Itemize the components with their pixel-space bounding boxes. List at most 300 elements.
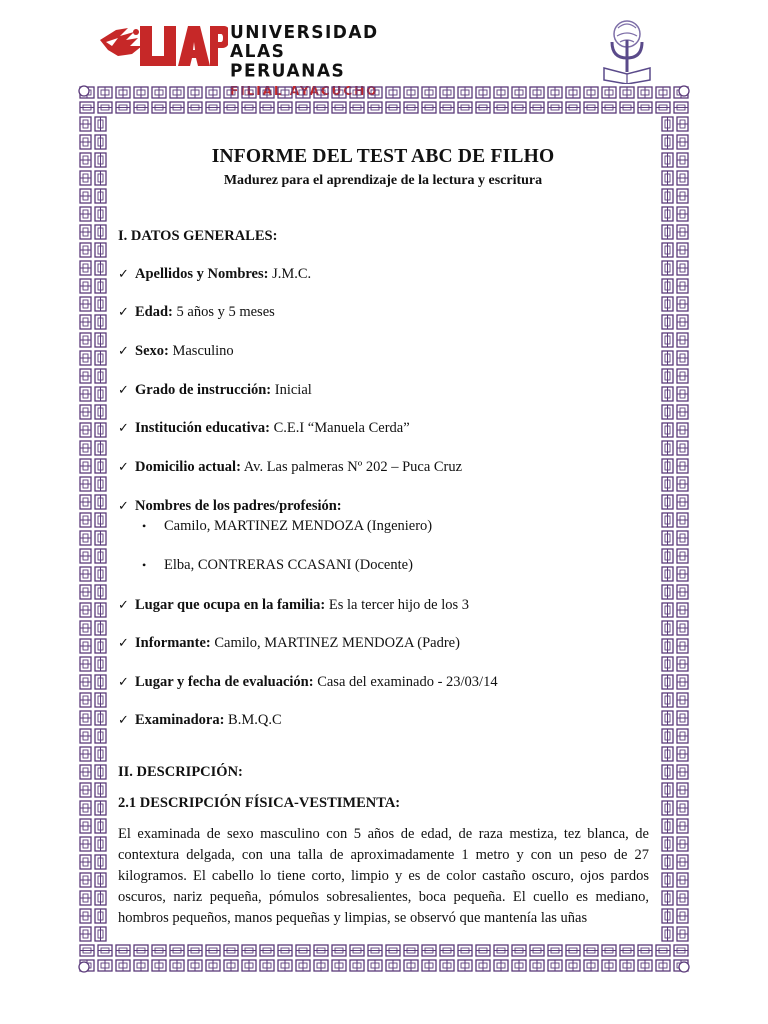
- border-link: [350, 945, 364, 956]
- border-link: [386, 945, 400, 956]
- border-link: [152, 102, 166, 113]
- border-link: [314, 960, 328, 971]
- border-link: [662, 657, 673, 671]
- border-link: [170, 102, 184, 113]
- field-label: Grado de instrucción:: [135, 382, 272, 398]
- border-link: [152, 960, 166, 971]
- field-label: Edad:: [135, 304, 173, 320]
- border-link: [662, 891, 673, 905]
- border-link: [80, 297, 91, 311]
- border-link: [662, 513, 673, 527]
- border-link: [95, 909, 106, 923]
- border-link: [116, 945, 130, 956]
- border-link: [422, 945, 436, 956]
- border-link: [95, 207, 106, 221]
- border-link: [206, 102, 220, 113]
- border-link: [80, 909, 91, 923]
- border-link: [80, 333, 91, 347]
- border-link: [206, 960, 220, 971]
- border-link: [260, 960, 274, 971]
- border-link: [80, 729, 91, 743]
- border-link: [80, 585, 91, 599]
- border-link: [80, 693, 91, 707]
- border-link: [98, 960, 112, 971]
- border-link: [296, 87, 310, 98]
- check-icon: ✓: [118, 421, 129, 436]
- border-link: [677, 639, 688, 653]
- border-link: [80, 423, 91, 437]
- border-corner: [679, 86, 689, 96]
- border-link: [95, 873, 106, 887]
- border-link: [662, 477, 673, 491]
- border-link: [95, 495, 106, 509]
- field-evaluation-place-date: [118, 674, 498, 691]
- border-link: [677, 837, 688, 851]
- border-link: [677, 477, 688, 491]
- border-link: [512, 945, 526, 956]
- border-link: [188, 945, 202, 956]
- border-link: [188, 87, 202, 98]
- border-link: [662, 747, 673, 761]
- border-link: [350, 960, 364, 971]
- border-link: [677, 657, 688, 671]
- border-link: [584, 960, 598, 971]
- border-link: [332, 945, 346, 956]
- border-link: [662, 873, 673, 887]
- border-link: [80, 171, 91, 185]
- border-link: [677, 369, 688, 383]
- border-corner: [79, 962, 89, 972]
- border-link: [677, 243, 688, 257]
- report-subtitle: Madurez para el aprendizaje de la lectura y escritura: [223, 173, 543, 188]
- border-link: [584, 102, 598, 113]
- border-link: [95, 639, 106, 653]
- field-label: Informante:: [135, 635, 211, 651]
- border-link: [80, 117, 91, 131]
- border-link: [80, 765, 91, 779]
- border-link: [677, 495, 688, 509]
- border-link: [677, 459, 688, 473]
- field-label: Nombres de los padres/profesión:: [135, 498, 342, 514]
- check-icon: ✓: [118, 305, 129, 320]
- border-link: [662, 675, 673, 689]
- eagle-uap-logo-icon: [98, 20, 228, 76]
- border-link: [677, 423, 688, 437]
- parent-text: Elba, CONTRERAS CCASANI (Docente): [164, 557, 413, 573]
- border-link: [656, 87, 670, 98]
- border-link: [662, 459, 673, 473]
- border-link: [512, 960, 526, 971]
- border-link: [458, 960, 472, 971]
- border-link: [662, 549, 673, 563]
- field-value: Masculino: [168, 343, 234, 359]
- border-link: [224, 960, 238, 971]
- border-link: [662, 495, 673, 509]
- border-link: [95, 657, 106, 671]
- border-link: [224, 102, 238, 113]
- border-link: [80, 783, 91, 797]
- field-value: Av. Las palmeras Nº 202 – Puca Cruz: [240, 459, 463, 475]
- border-link: [80, 873, 91, 887]
- border-link: [662, 225, 673, 239]
- border-link: [620, 945, 634, 956]
- border-link: [677, 765, 688, 779]
- field-parents: [118, 498, 342, 515]
- border-link: [95, 405, 106, 419]
- border-link: [677, 621, 688, 635]
- border-link: [80, 927, 91, 941]
- border-link: [677, 873, 688, 887]
- border-link: [494, 102, 508, 113]
- border-link: [332, 960, 346, 971]
- border-link: [80, 243, 91, 257]
- border-link: [95, 747, 106, 761]
- border-link: [95, 585, 106, 599]
- bullet-icon: •: [142, 519, 147, 533]
- field-label: Examinadora:: [135, 712, 225, 728]
- border-link: [476, 87, 490, 98]
- border-link: [548, 102, 562, 113]
- check-icon: ✓: [118, 383, 129, 398]
- border-link: [677, 747, 688, 761]
- border-link: [440, 945, 454, 956]
- border-link: [677, 693, 688, 707]
- border-link: [152, 945, 166, 956]
- border-link: [314, 945, 328, 956]
- border-link: [95, 783, 106, 797]
- border-link: [620, 960, 634, 971]
- border-link: [662, 135, 673, 149]
- border-link: [620, 102, 634, 113]
- border-link: [95, 531, 106, 545]
- border-link: [260, 102, 274, 113]
- border-link: [662, 927, 673, 941]
- border-link: [80, 801, 91, 815]
- border-link: [677, 297, 688, 311]
- border-link: [404, 945, 418, 956]
- border-link: [95, 819, 106, 833]
- border-link: [662, 801, 673, 815]
- border-link: [95, 513, 106, 527]
- field-institution: [118, 420, 410, 437]
- border-link: [80, 153, 91, 167]
- border-link: [95, 567, 106, 581]
- border-link: [674, 945, 688, 956]
- border-link: [170, 960, 184, 971]
- psi-symbol-logo-icon: [598, 14, 656, 84]
- border-link: [95, 117, 106, 131]
- border-link: [386, 102, 400, 113]
- check-icon: ✓: [118, 675, 129, 690]
- border-link: [638, 960, 652, 971]
- border-link: [80, 405, 91, 419]
- border-link: [95, 711, 106, 725]
- border-link: [368, 960, 382, 971]
- field-value: Casa del examinado - 23/03/14: [313, 674, 498, 690]
- border-link: [116, 960, 130, 971]
- field-value: B.M.Q.C: [224, 712, 282, 728]
- border-link: [95, 369, 106, 383]
- border-link: [95, 891, 106, 905]
- border-link: [530, 945, 544, 956]
- border-link: [80, 135, 91, 149]
- field-value: Inicial: [271, 382, 312, 398]
- border-link: [662, 765, 673, 779]
- border-link: [404, 960, 418, 971]
- border-link: [662, 423, 673, 437]
- border-link: [350, 87, 364, 98]
- border-link: [566, 945, 580, 956]
- field-value: J.M.C.: [268, 266, 312, 282]
- border-link: [242, 960, 256, 971]
- border-link: [278, 945, 292, 956]
- border-link: [95, 387, 106, 401]
- border-link: [188, 960, 202, 971]
- parent-item: [142, 557, 413, 574]
- border-link: [80, 279, 91, 293]
- border-link: [548, 87, 562, 98]
- border-link: [584, 945, 598, 956]
- field-label: Domicilio actual:: [135, 459, 241, 475]
- border-link: [677, 567, 688, 581]
- border-link: [80, 225, 91, 239]
- border-link: [296, 945, 310, 956]
- border-link: [80, 207, 91, 221]
- section-general-data: I. DATOS GENERALES:: [118, 228, 278, 244]
- border-link: [422, 960, 436, 971]
- border-link: [80, 261, 91, 275]
- border-link: [80, 513, 91, 527]
- border-link: [677, 387, 688, 401]
- border-link: [386, 960, 400, 971]
- border-link: [95, 477, 106, 491]
- border-link: [95, 855, 106, 869]
- border-link: [662, 711, 673, 725]
- border-link: [80, 441, 91, 455]
- field-label: Apellidos y Nombres:: [135, 266, 269, 282]
- border-link: [95, 603, 106, 617]
- border-link: [638, 87, 652, 98]
- border-link: [677, 783, 688, 797]
- border-link: [80, 819, 91, 833]
- border-link: [95, 675, 106, 689]
- field-value: C.E.I “Manuela Cerda”: [269, 420, 410, 436]
- border-link: [662, 621, 673, 635]
- border-link: [80, 891, 91, 905]
- border-link: [368, 102, 382, 113]
- border-link: [95, 261, 106, 275]
- border-link: [95, 243, 106, 257]
- border-link: [170, 945, 184, 956]
- border-link: [422, 87, 436, 98]
- border-link: [422, 102, 436, 113]
- border-link: [677, 189, 688, 203]
- border-link: [98, 945, 112, 956]
- border-link: [80, 315, 91, 329]
- border-link: [80, 837, 91, 851]
- field-sex: [118, 343, 234, 360]
- border-link: [494, 960, 508, 971]
- field-address: [118, 459, 462, 476]
- border-link: [662, 387, 673, 401]
- border-link: [566, 960, 580, 971]
- border-link: [170, 87, 184, 98]
- border-link: [116, 87, 130, 98]
- border-link: [677, 891, 688, 905]
- border-link: [80, 567, 91, 581]
- border-link: [206, 945, 220, 956]
- border-link: [662, 315, 673, 329]
- border-link: [296, 960, 310, 971]
- border-link: [677, 675, 688, 689]
- border-link: [677, 279, 688, 293]
- border-link: [530, 960, 544, 971]
- parent-text: Camilo, MARTINEZ MENDOZA (Ingeniero): [164, 518, 433, 534]
- border-link: [662, 729, 673, 743]
- border-link: [566, 102, 580, 113]
- check-icon: ✓: [118, 460, 129, 475]
- border-link: [677, 801, 688, 815]
- border-link: [476, 960, 490, 971]
- border-link: [512, 87, 526, 98]
- border-link: [188, 102, 202, 113]
- border-corner: [79, 86, 89, 96]
- border-link: [662, 207, 673, 221]
- border-link: [677, 909, 688, 923]
- border-link: [134, 87, 148, 98]
- border-link: [638, 945, 652, 956]
- border-link: [620, 87, 634, 98]
- border-link: [677, 711, 688, 725]
- border-link: [332, 87, 346, 98]
- border-link: [662, 441, 673, 455]
- border-link: [458, 945, 472, 956]
- border-link: [662, 405, 673, 419]
- border-link: [404, 102, 418, 113]
- border-link: [677, 135, 688, 149]
- border-link: [677, 585, 688, 599]
- border-link: [662, 261, 673, 275]
- field-family-position: [118, 597, 469, 614]
- border-link: [662, 909, 673, 923]
- border-link: [602, 945, 616, 956]
- border-link: [548, 945, 562, 956]
- border-link: [260, 87, 274, 98]
- border-link: [476, 945, 490, 956]
- border-link: [350, 102, 364, 113]
- border-link: [206, 87, 220, 98]
- border-link: [95, 225, 106, 239]
- border-link: [677, 207, 688, 221]
- border-link: [368, 87, 382, 98]
- border-link: [677, 513, 688, 527]
- border-link: [677, 117, 688, 131]
- border-link: [677, 819, 688, 833]
- border-link: [368, 945, 382, 956]
- border-link: [662, 567, 673, 581]
- border-link: [80, 495, 91, 509]
- border-link: [95, 927, 106, 941]
- physical-description-paragraph: El examinada de sexo masculino con 5 años de edad, de raza mestiza, tez blanca, de contextura delgada, con una talla de aproximadamente 1 metro y con un peso de 27 kilogramos. El cabello lo tiene corto, limpio y es de color castaño oscuro, ojos pardos oscuros, nariz pequeña, pómulos sobresalientes, boca pequeña. El cuello es mediano, hombros pequeños, manos pequeñas y limpias, se observó que mantenía las uñas: [118, 826, 649, 926]
- border-link: [278, 87, 292, 98]
- university-logo: [98, 18, 379, 98]
- border-link: [677, 333, 688, 347]
- border-link: [584, 87, 598, 98]
- border-link: [95, 441, 106, 455]
- border-link: [98, 102, 112, 113]
- border-link: [80, 657, 91, 671]
- border-link: [80, 477, 91, 491]
- field-value: 5 años y 5 meses: [172, 304, 275, 320]
- border-link: [95, 315, 106, 329]
- border-link: [662, 243, 673, 257]
- border-link: [80, 102, 94, 113]
- border-link: [677, 531, 688, 545]
- border-link: [677, 153, 688, 167]
- border-link: [677, 927, 688, 941]
- border-link: [80, 351, 91, 365]
- border-link: [440, 87, 454, 98]
- parent-item: [142, 518, 432, 535]
- border-link: [80, 675, 91, 689]
- border-link: [677, 261, 688, 275]
- border-link: [134, 945, 148, 956]
- field-value: Es la tercer hijo de los 3: [325, 597, 470, 613]
- border-link: [80, 855, 91, 869]
- border-link: [662, 819, 673, 833]
- border-link: [80, 369, 91, 383]
- report-title: INFORME DEL TEST ABC DE FILHO: [211, 146, 555, 167]
- border-link: [116, 102, 130, 113]
- border-link: [566, 87, 580, 98]
- border-link: [662, 531, 673, 545]
- border-link: [224, 87, 238, 98]
- border-link: [677, 441, 688, 455]
- border-link: [95, 171, 106, 185]
- border-link: [602, 102, 616, 113]
- border-link: [296, 102, 310, 113]
- border-link: [662, 153, 673, 167]
- border-link: [242, 102, 256, 113]
- border-link: [602, 960, 616, 971]
- field-age: [118, 304, 275, 321]
- field-grade: [118, 382, 312, 399]
- border-link: [95, 621, 106, 635]
- border-link: [602, 87, 616, 98]
- border-link: [530, 102, 544, 113]
- border-link: [95, 351, 106, 365]
- border-link: [440, 102, 454, 113]
- border-link: [95, 801, 106, 815]
- border-link: [95, 459, 106, 473]
- border-link: [224, 945, 238, 956]
- border-link: [677, 603, 688, 617]
- border-link: [548, 960, 562, 971]
- border-link: [278, 960, 292, 971]
- border-link: [677, 855, 688, 869]
- border-link: [662, 837, 673, 851]
- field-label: Lugar que ocupa en la familia:: [135, 597, 326, 613]
- section-description: II. DESCRIPCIÓN:: [118, 764, 243, 780]
- campus-name: FILIAL AYACUCHO: [230, 84, 379, 98]
- border-link: [656, 102, 670, 113]
- border-link: [95, 135, 106, 149]
- university-name-line2: ALAS PERUANAS: [230, 41, 346, 82]
- border-link: [152, 87, 166, 98]
- check-icon: ✓: [118, 598, 129, 613]
- university-name-line1: UNIVERSIDAD: [230, 22, 379, 44]
- border-link: [80, 549, 91, 563]
